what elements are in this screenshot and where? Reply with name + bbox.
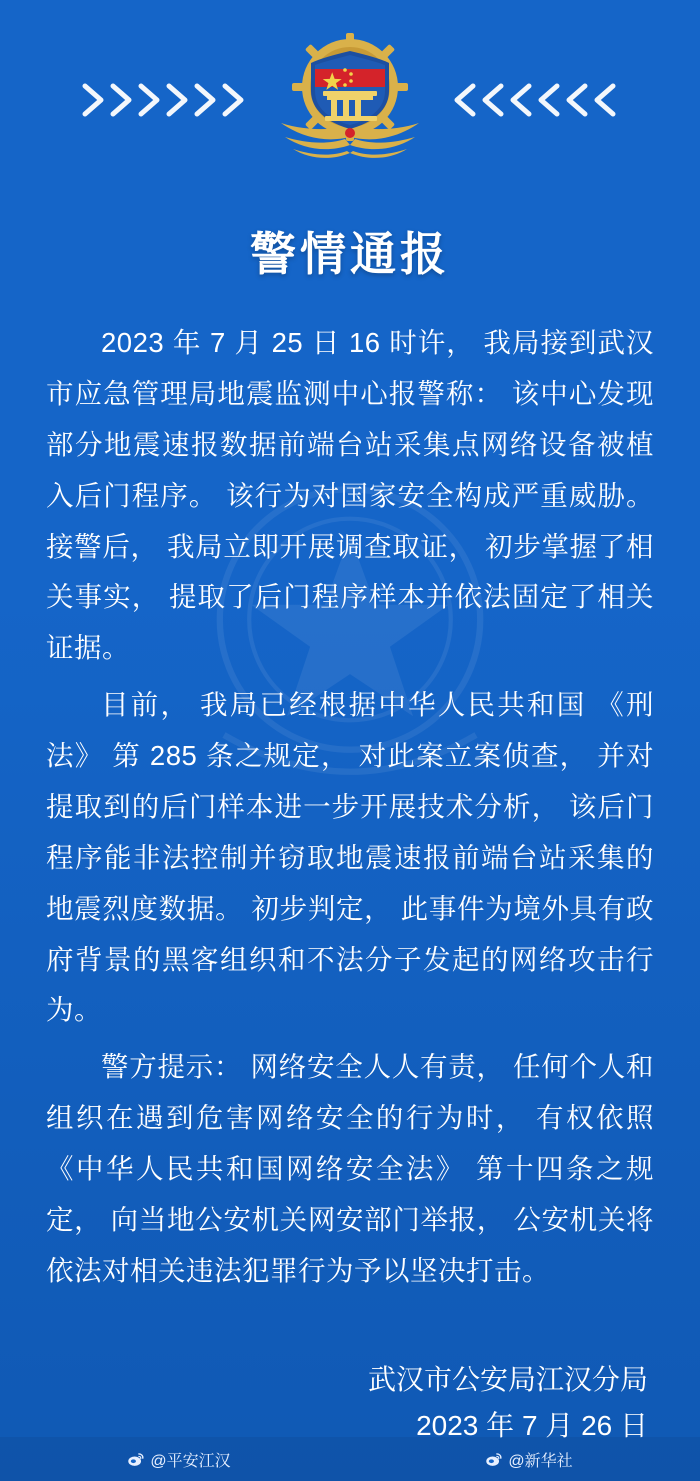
chevron-left-icon xyxy=(453,83,479,117)
chevrons-left-icon xyxy=(453,83,619,117)
signature-date: 2023 年 7 月 26 日 xyxy=(416,1409,648,1441)
chevron-right-icon xyxy=(109,83,135,117)
footer-account-label: @新华社 xyxy=(508,1452,573,1470)
paragraph: 警方提示： 网络安全人人有责， 任何个人和组织在遇到危害网络安全的行为时， 有权依照 《中华人民共和国网络安全法》 第十四条之规定， 向当地公安机关网安部门举报， 公安机关将依法对相关违法犯罪行为予以坚决打击。 xyxy=(46,1051,654,1286)
chevron-right-icon xyxy=(193,83,219,117)
chevron-left-icon xyxy=(537,83,563,117)
chevron-left-icon xyxy=(481,83,507,117)
china-police-badge xyxy=(265,25,435,175)
poster-header xyxy=(0,0,700,200)
chevron-left-icon xyxy=(565,83,591,117)
chevron-right-icon xyxy=(165,83,191,117)
footer-account-xinhua[interactable] xyxy=(485,1448,572,1471)
footer-account-label: @平安江汉 xyxy=(150,1452,231,1470)
notice-body xyxy=(46,318,654,1297)
signature-organization: 武汉市公安局江汉分局 xyxy=(367,1363,648,1395)
paragraph: 2023 年 7 月 25 日 16 时许， 我局接到武汉市应急管理局地震监测中心报警称： 该中心发现部分地震速报数据前端台站采集点网络设备被植入后门程序。 该行为对国家安全构成严重威胁。 接警后， 我局立即开展调查取证， 初步掌握了相关事实， 提取了后门程序样本并依法固定了相关证据。 xyxy=(46,327,654,664)
chevron-right-icon xyxy=(81,83,107,117)
chevron-right-icon xyxy=(137,83,163,117)
footer-account-pingan-jianghan[interactable] xyxy=(127,1448,230,1471)
signature-block xyxy=(0,1357,648,1449)
page-title: 警情通报 xyxy=(250,228,450,280)
paragraph: 目前， 我局已经根据中华人民共和国 《刑法》 第 285 条之规定， 对此案立案侦查， 并对提取到的后门样本进一步开展技术分析， 该后门程序能非法控制并窃取地震速报前端台站采集的地震烈度数据。 初步判定， 此事件为境外具有政府背景的黑客组织和不法分子发起的网络攻击行为。 xyxy=(46,689,654,1026)
weibo-icon xyxy=(127,1451,144,1468)
footer-attribution-bar xyxy=(0,1437,700,1481)
chevron-right-icon xyxy=(221,83,247,117)
weibo-icon xyxy=(485,1451,502,1468)
chevron-left-icon xyxy=(593,83,619,117)
chevron-left-icon xyxy=(509,83,535,117)
chevrons-right-icon xyxy=(81,83,247,117)
